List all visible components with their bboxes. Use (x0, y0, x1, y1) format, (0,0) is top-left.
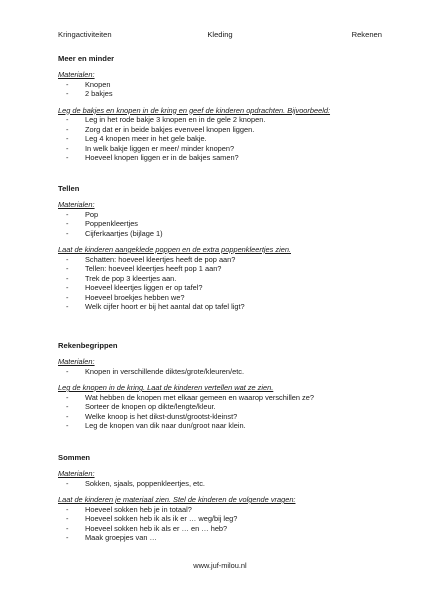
list-item: - Tellen: hoeveel kleertjes heeft pop 1 aan? (58, 264, 390, 274)
steps-list (58, 393, 390, 431)
materials-list (58, 367, 390, 377)
materials-label: Materialen: (58, 200, 95, 209)
instruction-text: Laat de kinderen je materiaal zien. Stel de kinderen de volgende vragen: (58, 495, 296, 504)
list-item: - Poppenkleertjes (58, 219, 390, 229)
page-header (58, 28, 382, 40)
section-title: Rekenbegrippen (58, 341, 118, 350)
list-item: - Sorteer de knopen op dikte/lengte/kleur. (58, 402, 390, 412)
list-item: - Hoeveel kleertjes liggen er op tafel? (58, 283, 390, 293)
section-rekenbegrippen (58, 341, 390, 438)
section-title: Tellen (58, 184, 80, 193)
list-item: - Hoeveel sokken heb ik als ik er … weg/bij leg? (58, 514, 390, 524)
instruction-text: Leg de bakjes en knopen in de kring en geef de kinderen opdrachten. Bijvoorbeeld: (58, 105, 331, 115)
page-footer-url: www.juf-milou.nl (193, 561, 247, 570)
materials-list (58, 80, 390, 99)
materials-list (58, 210, 390, 239)
list-item: - Sokken, sjaals, poppenkleertjes, etc. (58, 479, 390, 489)
list-item: - Maak groepjes van … (58, 533, 390, 543)
section-meer-en-minder (58, 54, 390, 170)
list-item: - Leg 4 knopen meer in het gele bakje. (58, 134, 390, 144)
list-item: - Hoeveel knopen liggen er in de bakjes samen? (58, 153, 390, 163)
instruction-text: Leg de knopen in de kring. Laat de kinderen vertellen wat ze zien. (58, 383, 274, 392)
materials-list (58, 479, 390, 489)
steps-list (58, 115, 390, 163)
list-item: - Welk cijfer hoort er bij het aantal dat op tafel ligt? (58, 302, 390, 312)
instruction-text: Laat de kinderen aangeklede poppen en de extra poppenkleertjes zien. (58, 245, 291, 254)
section-title: Sommen (58, 453, 91, 462)
materials-label: Materialen: (58, 70, 95, 79)
list-item: - In welk bakje liggen er meer/ minder knopen? (58, 144, 390, 154)
list-item: - Cijferkaartjes (bijlage 1) (58, 229, 390, 239)
list-item: - Schatten: hoeveel kleertjes heeft de pop aan? (58, 255, 390, 265)
list-item: - Hoeveel broekjes hebben we? (58, 293, 390, 303)
materials-label: Materialen: (58, 357, 95, 366)
list-item: - Trek de pop 3 kleertjes aan. (58, 274, 390, 284)
list-item: - Wat hebben de knopen met elkaar gemeen en waarop verschillen ze? (58, 393, 390, 403)
section-title: Meer en minder (58, 54, 115, 63)
list-item: - Knopen in verschillende diktes/grote/kleuren/etc. (58, 367, 390, 377)
list-item: - 2 bakjes (58, 89, 390, 99)
header-center: Kleding (207, 29, 233, 39)
list-item: - Leg in het rode bakje 3 knopen en in de gele 2 knopen. (58, 115, 390, 125)
list-item: - Hoeveel sokken heb ik als er … en … heb? (58, 524, 390, 534)
steps-list (58, 255, 390, 312)
header-right: Rekenen (351, 29, 382, 39)
list-item: - Knopen (58, 80, 390, 90)
list-item: - Welke knoop is het dikst-dunst/grootst-kleinst? (58, 412, 390, 422)
header-left: Kringactiviteiten (58, 29, 112, 39)
list-item: - Hoeveel sokken heb je in totaal? (58, 505, 390, 515)
section-tellen (58, 184, 390, 319)
list-item: - Pop (58, 210, 390, 220)
list-item: - Zorg dat er in beide bakjes evenveel knopen liggen. (58, 125, 390, 135)
steps-list (58, 505, 390, 543)
section-sommen (58, 453, 390, 550)
list-item: - Leg de knopen van dik naar dun/groot naar klein. (58, 421, 390, 431)
materials-label: Materialen: (58, 469, 95, 478)
